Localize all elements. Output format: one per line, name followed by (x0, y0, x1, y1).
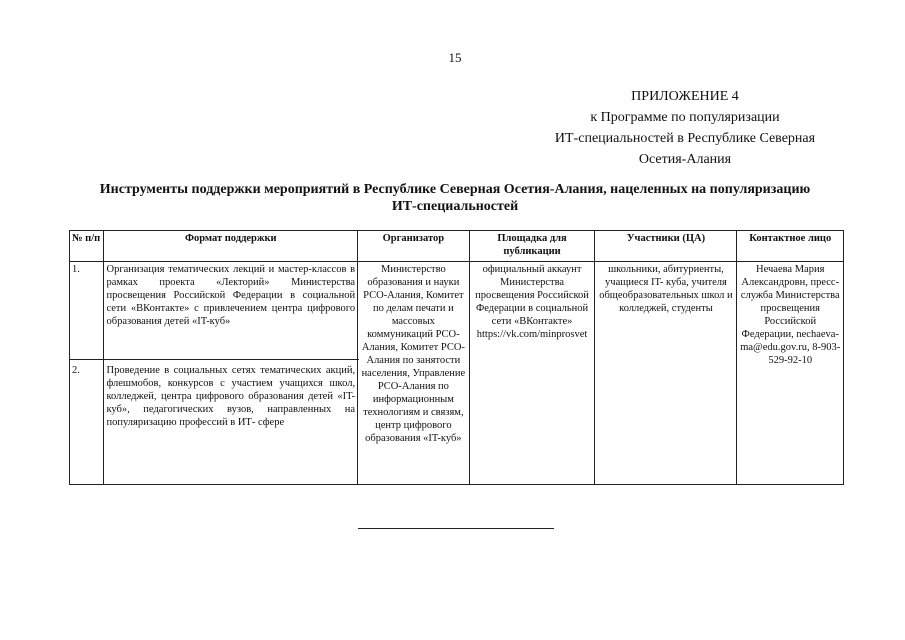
appendix-header (520, 86, 850, 170)
row-format: Организация тематических лекций и мастер-классов в рамках проекта «Лекторий» Министерства просвещения Российской Федерации в социальной сети «ВКонтакте» с привлечением центра цифрового образования детей «IT-куб» (102, 261, 359, 360)
appendix-title: ПРИЛОЖЕНИЕ 4 (631, 89, 739, 104)
row-num: 2. (72, 365, 80, 376)
organizer-cell: Министерство образования и науки РСО-Алания, Комитет по делам печати и массовых коммуникаций РСО-Алания, Комитет РСО-Алания по занятости населения, Управление РСО-Алания по информационным технологиям и связям, центр цифрового образования «IT-куб» (358, 262, 470, 485)
appendix-line: ИТ-специальностей в Республике Северная (554, 131, 816, 146)
document-title (60, 181, 850, 215)
support-tools-table (69, 230, 844, 485)
participants-cell: школьники, абитуриенты, учащиеся IT- куба, учителя общеобразовательных школ и колледжей, студенты (595, 262, 737, 485)
header-num: № п/п (70, 231, 104, 262)
header-contact: Контактное лицо (737, 231, 844, 262)
header-platform: Площадка для публикации (469, 231, 595, 262)
table-row (70, 262, 844, 485)
platform-cell: официальный аккаунт Министерства просвещения Российской Федерации в социальной сети «ВКонтакте» https://vk.com/minprosvet (469, 262, 595, 485)
header-format: Формат поддержки (104, 231, 358, 262)
row-format: Проведение в социальных сетях тематических акций, флешмобов, конкурсов с участием учащихся школ, колледжей, центра цифрового образования детей «IT-куб», педагогических вузов, направленных на популяризацию профессий в ИТ- сфере (106, 365, 356, 428)
page-number: 15 (448, 50, 462, 65)
appendix-line: к Программе по популяризации (590, 110, 780, 125)
row-format-cell (104, 262, 358, 485)
footnote-separator (358, 528, 554, 529)
row-num-cell (70, 262, 104, 485)
header-participants: Участники (ЦА) (595, 231, 737, 262)
title-line: Инструменты поддержки мероприятий в Республике Северная Осетия-Алания, нацеленных на популяризацию (99, 182, 811, 197)
row-num: 1. (70, 262, 103, 360)
contact-cell: Нечаева Мария Александровн, пресс-служба Министерства просвещения Российской Федерации, nechaeva-ma@edu.gov.ru, 8-903-529-92-10 (737, 262, 844, 485)
title-line: ИТ-специальностей (391, 199, 519, 214)
header-organizer: Организатор (358, 231, 470, 262)
appendix-line: Осетия-Алания (638, 152, 732, 167)
table-header-row (70, 231, 844, 262)
